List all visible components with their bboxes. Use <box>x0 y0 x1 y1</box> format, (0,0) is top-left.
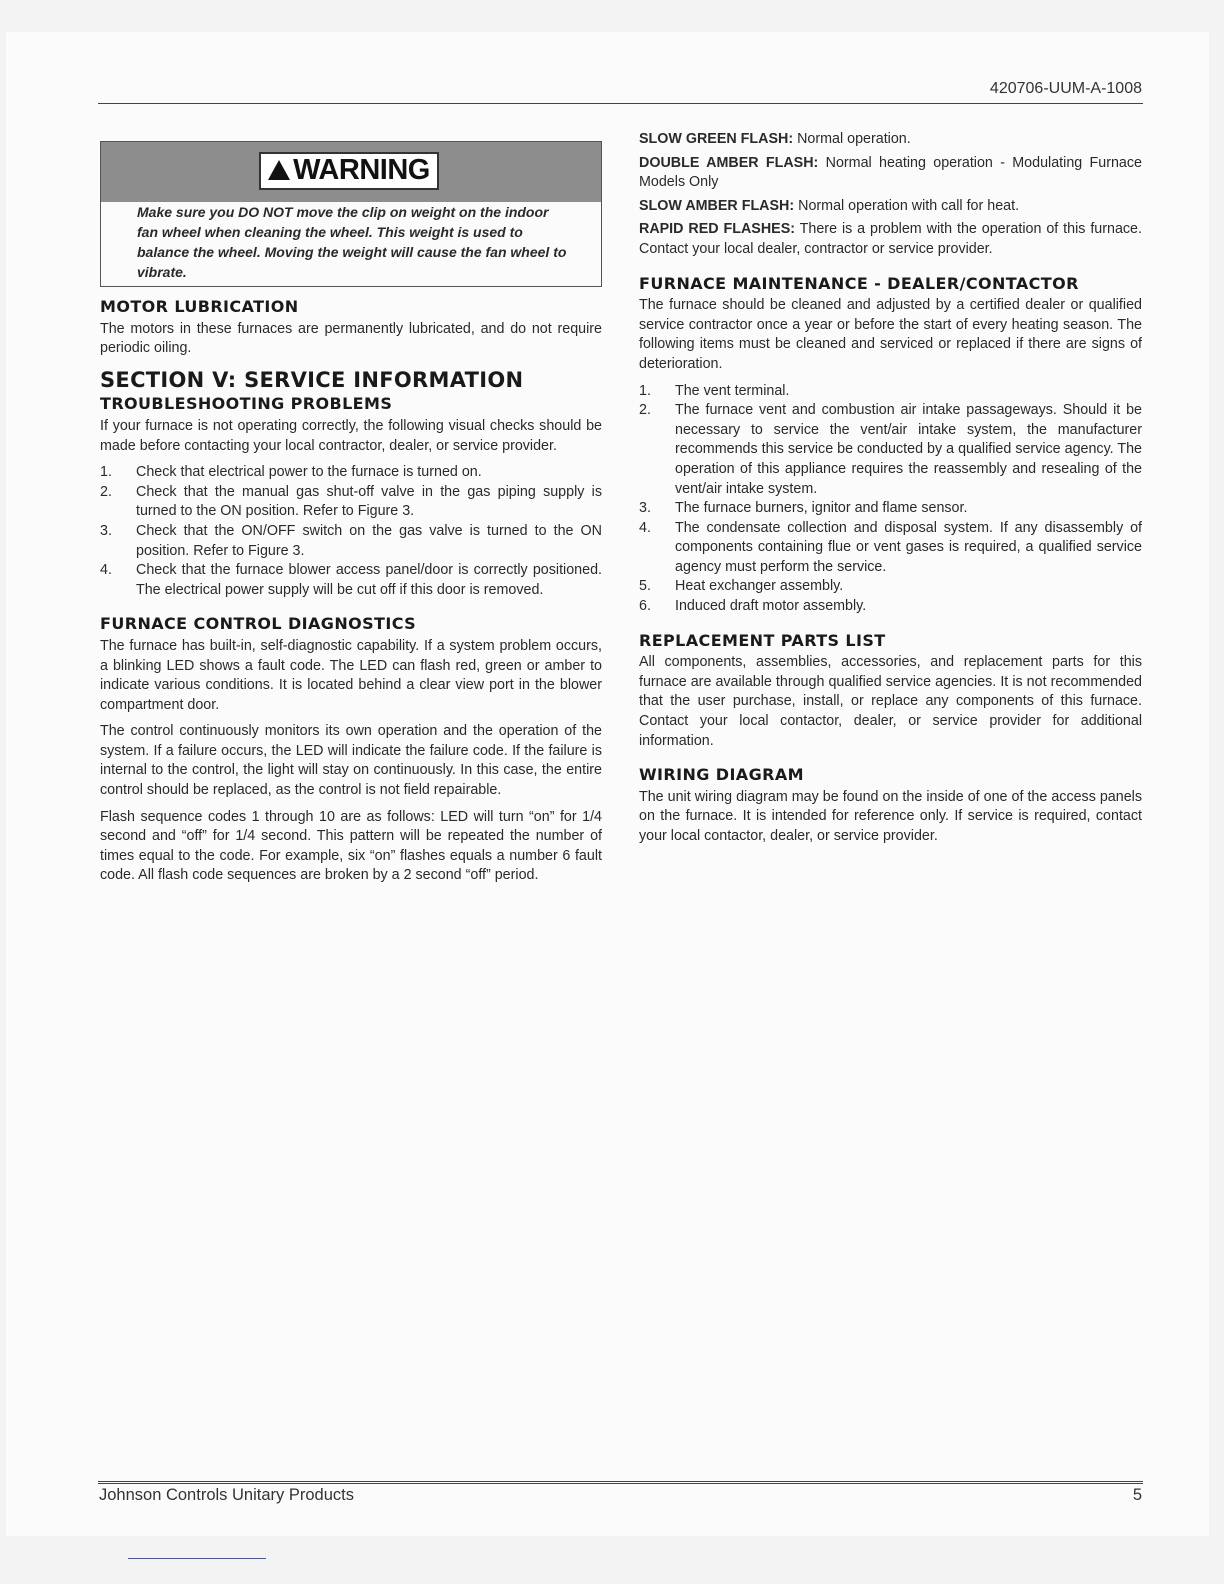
list-item: 2. The furnace vent and combustion air intake passageways. Should it be necessary to service the vent/air intake system, the manufacturer recommends this service be conducted by a qualified service agency. The operation of this appliance requires the reassembly and resealing of the vent/air intake system. <box>639 402 1142 497</box>
diagnostics-heading: FURNACE CONTROL DIAGNOSTICS <box>100 614 417 634</box>
wiring-diagram-text: The unit wiring diagram may be found on the inside of one of the access panels on the furnace. It is intended for reference only. If service is required, contact your local contactor, dealer, or service provider. <box>639 788 1142 844</box>
maintenance-heading: FURNACE MAINTENANCE - DEALER/CONTACTOR <box>639 273 1079 293</box>
section-heading: SECTION V: SERVICE INFORMATION <box>100 367 524 392</box>
list-item: 4. Check that the furnace blower access panel/door is correctly positioned. The electrical power supply will be cut off if this door is removed. <box>100 562 602 598</box>
warning-band <box>101 142 601 202</box>
troubleshooting-heading: TROUBLESHOOTING PROBLEMS <box>100 394 393 414</box>
diagnostics-paragraph-2: The control continuously monitors its own operation and the operation of the system. If a failure occurs, the LED will indicate the failure code. If the failure is internal to the control, the light will stay on continuously. In this case, the entire control should be replaced, as the control is not field repairable. <box>100 723 602 799</box>
diagnostics-paragraph-1: The furnace has built-in, self-diagnostic capability. If a system problem occurs, a blinking LED shows a fault code. The LED can flash red, green or amber to indicate various conditions. It is located behind a clear view port in the blower compartment door. <box>100 637 602 713</box>
list-item: 1. The vent terminal. <box>639 382 790 399</box>
list-item: 6. Induced draft motor assembly. <box>639 598 867 615</box>
maintenance-intro: The furnace should be cleaned and adjusted by a certified dealer or qualified service contractor once a year or before the start of every heating season. The following items must be cleaned and serviced or replaced if there are signs of deterioration. <box>639 297 1142 372</box>
list-item: 3. The furnace burners, ignitor and flame sensor. <box>639 500 968 517</box>
motor-lubrication-heading: MOTOR LUBRICATION <box>100 297 299 316</box>
list-item: 2. Check that the manual gas shut-off valve in the gas piping supply is turned to the ON position. Refer to Figure 3. <box>100 483 602 520</box>
header-rule <box>98 103 1143 104</box>
warning-label-text: WARNING <box>293 154 430 187</box>
warning-triangle-icon <box>268 160 290 180</box>
troubleshooting-intro: If your furnace is not operating correctly, the following visual checks should be made before contacting your local contractor, dealer, or service provider. <box>100 417 602 454</box>
list-item: 5. Heat exchanger assembly. <box>639 578 844 595</box>
flash-code-double-amber: DOUBLE AMBER FLASH: Normal heating operation - Modulating Furnace Models Only <box>639 154 1142 191</box>
document-number: 420706-UUM-A-1008 <box>989 80 1142 97</box>
diagnostics-paragraph-3: Flash sequence codes 1 through 10 are as follows: LED will turn “on” for 1/4 second and “off” for 1/4 second. This pattern will be repeated the number of times equal to the code. For example, six “on” flashes equals a number 6 fault code. All flash code sequences are broken by a 2 second “off” period. <box>100 808 602 884</box>
warning-box <box>100 141 602 287</box>
warning-text: Make sure you DO NOT move the clip on weight on the indoor fan wheel when cleaning the wheel. This weight is used to balance the wheel. Moving the weight will cause the fan wheel to vibrate. <box>137 204 567 280</box>
list-item: 1. Check that electrical power to the furnace is turned on. <box>100 464 482 481</box>
troubleshooting-list <box>100 463 602 600</box>
footer-company: Johnson Controls Unitary Products <box>99 1486 354 1504</box>
motor-lubrication-text: The motors in these furnaces are permanently lubricated, and do not require periodic oiling. <box>100 320 602 357</box>
page-number: 5 <box>1132 1486 1142 1504</box>
replacement-parts-heading: REPLACEMENT PARTS LIST <box>639 630 886 650</box>
right-column <box>639 130 1142 854</box>
maintenance-list <box>639 382 1142 617</box>
list-item: 4. The condensate collection and disposal system. If any disassembly of components containing flue or vent gases is required, a qualified service agency must perform the service. <box>639 519 1142 575</box>
flash-code-slow-amber: SLOW AMBER FLASH: Normal operation with call for heat. <box>639 197 1020 214</box>
footer-rule <box>98 1481 1143 1484</box>
wiring-diagram-heading: WIRING DIAGRAM <box>639 765 804 785</box>
replacement-parts-text: All components, assemblies, accessories, and replacement parts for this furnace are available through qualified service agencies. It is not recommended that the user purchase, install, or replace any components of this furnace. Contact your local contactor, dealer, or service provider for additional information. <box>639 654 1142 749</box>
flash-code-slow-green: SLOW GREEN FLASH: Normal operation. <box>639 131 911 147</box>
warning-label <box>259 152 439 190</box>
list-item: 3. Check that the ON/OFF switch on the gas valve is turned to the ON position. Refer to Figure 3. <box>100 522 602 559</box>
left-column <box>100 130 602 893</box>
scan-artifact-line <box>128 1558 266 1559</box>
flash-code-rapid-red: RAPID RED FLASHES: There is a problem with the operation of this furnace. Contact your local dealer, contractor or service provider. <box>639 221 1142 257</box>
